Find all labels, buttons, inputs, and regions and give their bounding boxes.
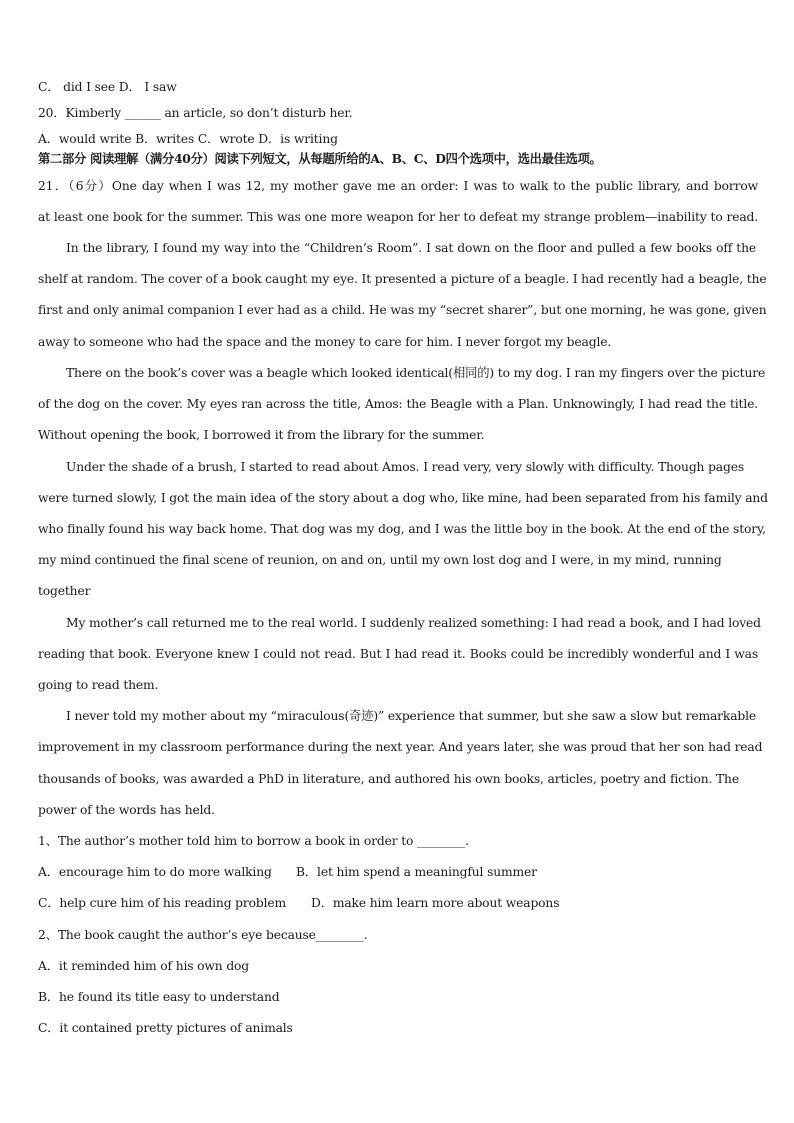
passage-line: There on the book’s cover was a beagle which looked identical(相同的) to my dog. I ran my fingers over the picture [66,366,766,380]
q1-option-d[interactable]: D．make him learn more about weapons [311,896,560,910]
passage-line: In the library, I found my way into the “Children’s Room”. I sat down on the floor and pulled a few books off the [66,241,756,255]
passage-line: thousands of books, was awarded a PhD in literature, and authored his own books, articles, poetry and fiction. The [38,772,739,786]
passage-line: were turned slowly, I got the main idea of the story about a dog who, like mine, had been separated from his family and [38,491,768,505]
q1-option-a[interactable]: A．encourage him to do more walking [38,865,272,879]
passage-line: who finally found his way back home. That dog was my dog, and I was the little boy in the book. At the end of the story, [38,522,766,536]
passage-line: Under the shade of a brush, I started to read about Amos. I read very, very slowly with difficulty. Though pages [66,460,744,474]
q1-option-b[interactable]: B．let him spend a meaningful summer [296,865,537,879]
passage-line: My mother’s call returned me to the real world. I suddenly realized something: I had read a book, and I had loved [66,616,761,630]
passage-line: improvement in my classroom performance during the next year. And years later, she was proud that her son had read [38,740,763,754]
q1-options-row-1 [38,864,758,880]
passage-line: at least one book for the summer. This was one more weapon for her to defeat my strange problem—inability to read. [38,210,758,224]
passage-line: 21．（6分）One day when I was 12, my mother gave me an order: I was to walk to the public library, and borrow [38,179,758,193]
q2-option-a[interactable]: A．it reminded him of his own dog [38,959,250,973]
passage-line: reading that book. Everyone knew I could not read. But I had read it. Books could be incredibly wonderful and I was [38,647,758,661]
q1-stem: 1、The author’s mother told him to borrow a book in order to ________. [38,834,469,848]
q20-options: A．would write B．writes C．wrote D．is writing [38,132,338,146]
q20-stem: 20．Kimberly ______ an article, so don’t disturb her. [38,106,353,120]
passage-line: going to read them. [38,678,159,692]
q1-option-c[interactable]: C．help cure him of his reading problem [38,896,287,910]
q2-option-c[interactable]: C．it contained pretty pictures of animals [38,1021,293,1035]
passage-line: away to someone who had the space and the money to care for him. I never forgot my beagle. [38,335,612,349]
q1-options-row-2 [38,895,758,911]
q2-stem: 2、The book caught the author’s eye because________. [38,928,368,942]
passage-line: Without opening the book, I borrowed it from the library for the summer. [38,428,485,442]
passage-line: first and only animal companion I ever had as a child. He was my “secret sharer”, but one morning, he was gone, given [38,303,767,317]
passage-line: my mind continued the final scene of reunion, on and on, until my own lost dog and I were, in my mind, running [38,553,722,567]
passage-line: shelf at random. The cover of a book caught my eye. It presented a picture of a beagle. I had recently had a beagle, the [38,272,767,286]
q2-option-b[interactable]: B．he found its title easy to understand [38,990,280,1004]
passage-line: together [38,584,91,598]
q19-options: C． did I see D． I saw [38,80,177,94]
passage-line: I never told my mother about my “miraculous(奇迹)” experience that summer, but she saw a slow but remarkable [66,709,757,723]
section-heading: 第二部分 阅读理解（满分40分）阅读下列短文，从每题所给的A、B、C、D四个选项中，选出最佳选项。 [38,151,602,166]
passage-line: of the dog on the cover. My eyes ran across the title, Amos: the Beagle with a Plan. Unknowingly, I had read the title. [38,397,758,411]
passage-line: power of the words has held. [38,803,215,817]
